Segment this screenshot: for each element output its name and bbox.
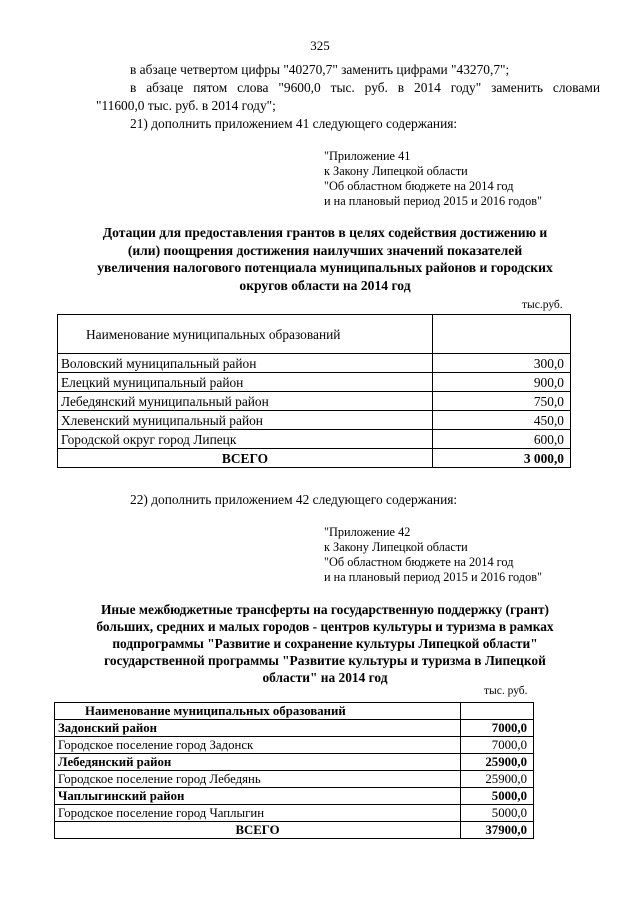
table-row (58, 392, 571, 411)
title-line: области" на 2014 год (262, 670, 388, 685)
title-line: больших, средних и малых городов - центров культуры и туризма в рамках (96, 619, 554, 634)
table-header-name: Наименование муниципальных образований (55, 703, 461, 720)
row-name: Чаплыгинский район (55, 788, 461, 805)
row-name: Городское поселение город Чаплыгин (55, 805, 461, 822)
row-name: Лебедянский муниципальный район (58, 392, 433, 411)
row-value: 300,0 (433, 354, 571, 373)
row-name: Хлевенский муниципальный район (58, 411, 433, 430)
appendix-41-title (60, 224, 590, 294)
intro-line-2: в абзаце пятом слова "9600,0 тыс. руб. в 2014 году" заменить словами (130, 80, 600, 95)
title-line: округов области на 2014 год (239, 277, 411, 293)
table-header-row (55, 703, 534, 720)
row-value: 450,0 (433, 411, 571, 430)
title-line: увеличения налогового потенциала муниципальных районов и городских (97, 260, 553, 275)
table-row (55, 805, 534, 822)
row-value: 900,0 (433, 373, 571, 392)
row-value: 7000,0 (461, 720, 534, 737)
table-row (58, 411, 571, 430)
table-header-value (433, 315, 571, 354)
row-name: Задонский район (55, 720, 461, 737)
table-row (55, 788, 534, 805)
appendix-line: и на плановый период 2015 и 2016 годов" (324, 570, 543, 584)
row-value: 600,0 (433, 430, 571, 449)
appendix-line: и на плановый период 2015 и 2016 годов" (324, 194, 543, 208)
page-number: 325 (310, 38, 330, 53)
table-row (55, 737, 534, 754)
table-header-name: Наименование муниципальных образований (58, 315, 433, 354)
row-value: 25900,0 (461, 754, 534, 771)
row-name: Воловский муниципальный район (58, 354, 433, 373)
item-22-text: 22) дополнить приложением 42 следующего содержания: (130, 492, 458, 507)
title-line: Иные межбюджетные трансферты на государственную поддержку (грант) (101, 602, 549, 617)
table-row (55, 754, 534, 771)
appendix-line: "Приложение 41 (324, 149, 411, 163)
title-line: Дотации для предоставления грантов в целях содействия достижению и (102, 225, 548, 240)
row-name: Городское поселение город Лебедянь (55, 771, 461, 788)
row-name: Городской округ город Липецк (58, 430, 433, 449)
row-value: 5000,0 (461, 788, 534, 805)
table-row (58, 373, 571, 392)
intro-line-3: "11600,0 тыс. руб. в 2014 году"; (96, 98, 276, 113)
table-row (58, 430, 571, 449)
row-value: 7000,0 (461, 737, 534, 754)
table-header-value (461, 703, 534, 720)
table-total-row (55, 822, 534, 839)
total-value: 37900,0 (461, 822, 534, 839)
row-value: 750,0 (433, 392, 571, 411)
table-row (55, 720, 534, 737)
table-row (55, 771, 534, 788)
appendix-line: к Закону Липецкой области (324, 164, 468, 178)
total-label: ВСЕГО (55, 822, 461, 839)
title-line: (или) поощрения достижения наилучших значений показателей (127, 242, 523, 258)
table-header-row (58, 315, 571, 354)
table-41-unit: тыс.руб. (522, 299, 563, 311)
table-41 (57, 314, 571, 468)
appendix-42-reference (324, 525, 542, 585)
intro-line-1: в абзаце четвертом цифры "40270,7" заменить цифрами "43270,7"; (130, 62, 510, 77)
row-value: 5000,0 (461, 805, 534, 822)
appendix-41-reference (324, 149, 542, 209)
appendix-line: "Об областном бюджете на 2014 год (324, 179, 514, 193)
appendix-line: "Об областном бюджете на 2014 год (324, 555, 514, 569)
appendix-line: к Закону Липецкой области (324, 540, 468, 554)
total-value: 3 000,0 (433, 449, 571, 468)
intro-line-4: 21) дополнить приложением 41 следующего содержания: (130, 116, 458, 131)
row-name: Елецкий муниципальный район (58, 373, 433, 392)
appendix-line: "Приложение 42 (324, 525, 411, 539)
total-label: ВСЕГО (58, 449, 433, 468)
row-name: Лебедянский район (55, 754, 461, 771)
title-line: государственной программы "Развитие культуры и туризма в Липецкой (104, 653, 546, 668)
table-42 (54, 702, 534, 839)
row-name: Городское поселение город Задонск (55, 737, 461, 754)
title-line: подпрограммы "Развитие и сохранение культуры Липецкой области" (112, 636, 538, 651)
table-total-row (58, 449, 571, 468)
table-42-unit: тыс. руб. (484, 685, 528, 697)
appendix-42-title (60, 601, 590, 686)
table-row (58, 354, 571, 373)
row-value: 25900,0 (461, 771, 534, 788)
